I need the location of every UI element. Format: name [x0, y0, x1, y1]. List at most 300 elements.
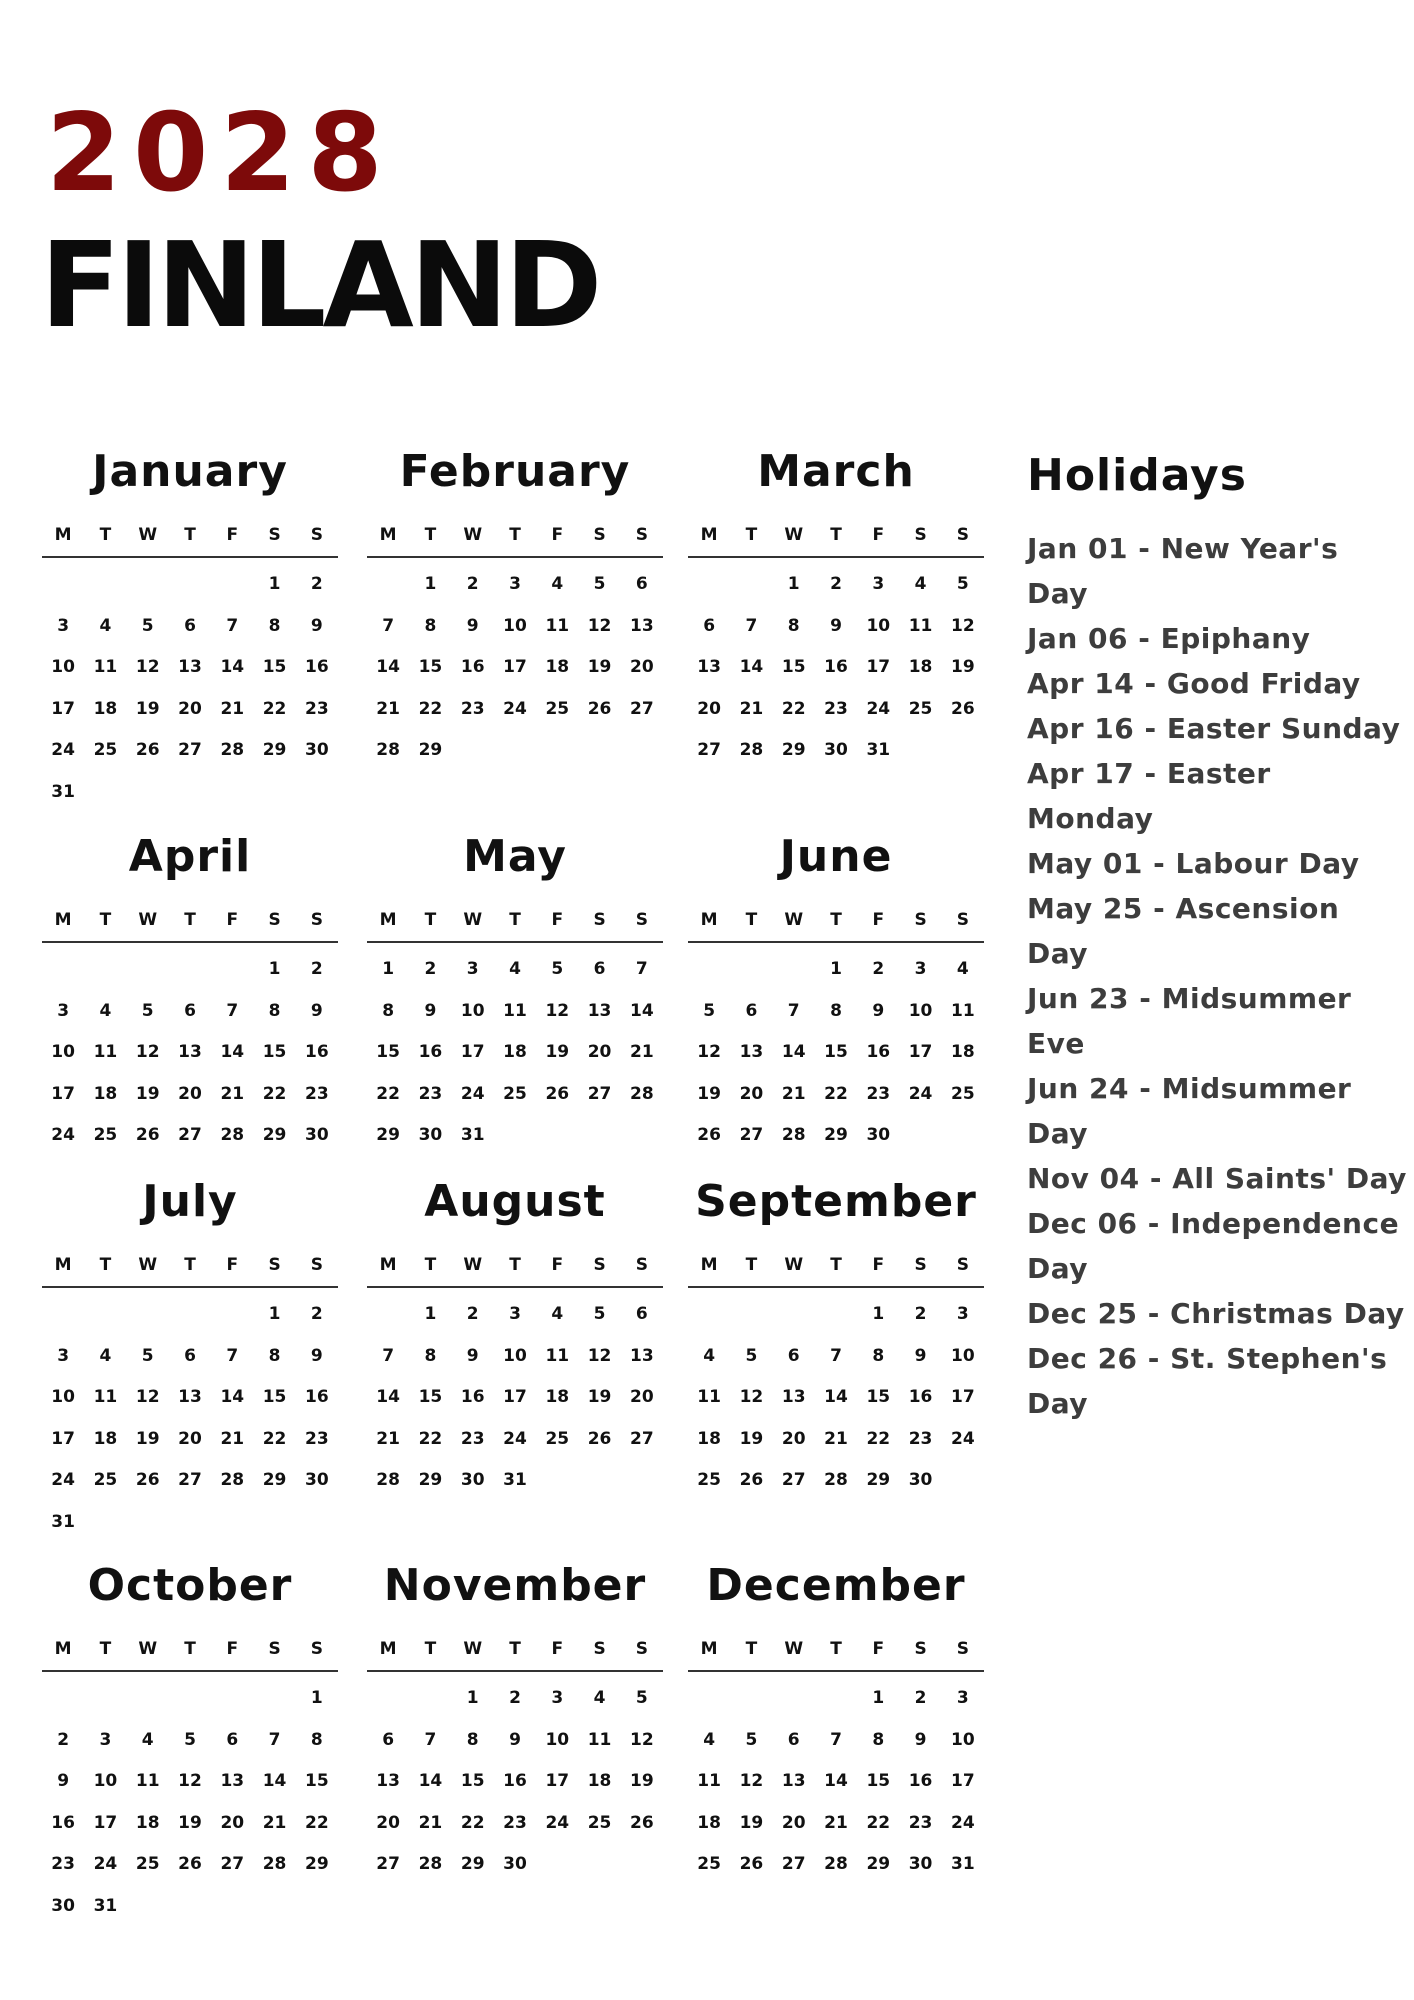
day-cell: 16	[866, 1042, 891, 1062]
day-cell: 29	[262, 1470, 287, 1490]
weekday-label: S	[310, 525, 323, 545]
day-cell: 13	[178, 1387, 202, 1407]
day-cell: 23	[305, 1428, 329, 1449]
day-cell: 19	[135, 1083, 160, 1104]
day-cell: 14	[376, 657, 400, 677]
day-cell: 12	[739, 1387, 764, 1407]
day-cell: 10	[503, 1345, 527, 1366]
month-name: May	[463, 831, 567, 882]
day-cell: 30	[418, 1125, 443, 1145]
day-cell: 17	[460, 1042, 485, 1062]
weekday-label: F	[226, 525, 239, 545]
weekday-label: W	[138, 525, 158, 545]
day-cell: 3	[509, 1304, 521, 1324]
weekday-label: F	[226, 1255, 239, 1275]
day-cell: 21	[824, 1428, 848, 1449]
weekday-label: W	[784, 910, 804, 930]
weekday-label: M	[379, 910, 397, 930]
weekday-label: W	[138, 1639, 158, 1659]
day-cell: 31	[460, 1125, 485, 1145]
day-cell: 30	[305, 740, 329, 760]
day-cell: 26	[545, 1083, 570, 1104]
day-cell: 18	[545, 1387, 570, 1407]
weekday-label: T	[424, 910, 437, 930]
day-cell: 18	[503, 1042, 527, 1062]
day-cell: 12	[739, 1771, 764, 1791]
weekday-label: S	[268, 910, 281, 930]
weekday-label: T	[184, 1639, 196, 1659]
day-cell: 2	[57, 1729, 70, 1750]
day-cell: 8	[424, 615, 437, 636]
holiday-item: Nov 04 - All Saints' Day	[1027, 1162, 1407, 1195]
weekday-header	[367, 905, 663, 943]
day-cell: 4	[551, 1304, 564, 1324]
day-cell: 16	[305, 1387, 329, 1407]
day-cell: 25	[951, 1083, 975, 1104]
day-cell: 26	[697, 1125, 721, 1145]
day-cell: 14	[739, 657, 764, 677]
month-march	[688, 444, 984, 824]
weekday-label: W	[784, 525, 804, 545]
weekday-header	[688, 905, 984, 943]
weekday-label: T	[99, 910, 112, 930]
weekday-label: S	[635, 1255, 648, 1275]
day-cell: 21	[418, 1812, 443, 1833]
day-cell: 24	[93, 1854, 118, 1874]
holiday-list	[1027, 526, 1407, 1426]
day-cell: 14	[376, 1387, 400, 1407]
day-cell: 28	[262, 1854, 287, 1874]
day-cell: 27	[178, 1470, 202, 1490]
day-cell: 27	[697, 740, 721, 760]
day-cell: 15	[376, 1042, 400, 1062]
holiday-item: May 25 - Ascension Day	[1027, 892, 1340, 970]
day-cell: 22	[305, 1812, 329, 1833]
day-cell: 27	[220, 1854, 245, 1874]
day-cell: 13	[697, 657, 721, 677]
holiday-item: Apr 14 - Good Friday	[1027, 667, 1361, 700]
day-cell: 5	[593, 574, 606, 594]
weekday-label: F	[872, 910, 885, 930]
day-cell: 20	[178, 1083, 202, 1104]
weekday-label: M	[54, 1639, 72, 1659]
day-grid	[367, 564, 663, 772]
day-cell: 1	[268, 1304, 281, 1324]
weekday-label: W	[784, 1639, 804, 1659]
day-cell: 26	[630, 1812, 654, 1833]
calendar-year: 2028	[46, 91, 395, 216]
weekday-label: T	[184, 1255, 196, 1275]
month-april	[42, 829, 338, 1209]
day-cell: 27	[781, 1470, 806, 1490]
day-cell: 3	[466, 959, 479, 979]
day-cell: 30	[305, 1470, 329, 1490]
weekday-label: W	[463, 1255, 483, 1275]
day-cell: 26	[951, 698, 975, 719]
day-cell: 22	[866, 1812, 891, 1833]
month-may	[367, 829, 663, 1209]
day-grid	[688, 564, 984, 772]
day-cell: 28	[781, 1125, 806, 1145]
day-cell: 20	[630, 657, 654, 677]
day-cell: 15	[305, 1771, 329, 1791]
day-cell: 13	[630, 615, 654, 636]
day-cell: 29	[376, 1125, 400, 1145]
day-cell: 16	[51, 1812, 75, 1833]
day-cell: 1	[872, 1688, 885, 1708]
day-cell: 22	[824, 1083, 848, 1104]
empty-cell	[688, 949, 730, 991]
day-cell: 18	[697, 1428, 721, 1449]
day-cell: 6	[703, 615, 716, 636]
holiday-item: Dec 25 - Christmas Day	[1027, 1297, 1405, 1330]
day-cell: 27	[781, 1854, 806, 1874]
weekday-label: F	[872, 525, 885, 545]
empty-cell	[688, 564, 730, 606]
day-cell: 2	[310, 959, 323, 979]
empty-cell	[127, 949, 169, 991]
day-cell: 21	[262, 1812, 287, 1833]
weekday-label: T	[745, 1639, 758, 1659]
day-cell: 15	[824, 1042, 848, 1062]
day-cell: 19	[739, 1812, 764, 1833]
day-cell: 16	[908, 1387, 933, 1407]
day-cell: 17	[908, 1042, 933, 1062]
empty-cell	[127, 564, 169, 606]
day-cell: 15	[460, 1771, 485, 1791]
empty-cell	[730, 1678, 772, 1720]
day-cell: 31	[51, 1511, 75, 1532]
day-cell: 28	[220, 1125, 245, 1145]
day-cell: 19	[739, 1428, 764, 1449]
day-cell: 11	[93, 1387, 118, 1407]
holiday-item: Dec 06 - Independence Day	[1027, 1207, 1400, 1285]
weekday-label: T	[99, 525, 112, 545]
day-cell: 1	[382, 959, 395, 979]
day-cell: 24	[51, 1470, 75, 1490]
day-grid	[688, 1294, 984, 1502]
day-cell: 2	[310, 574, 323, 594]
day-cell: 15	[418, 657, 443, 677]
weekday-label: W	[784, 1255, 804, 1275]
weekday-header	[688, 520, 984, 558]
day-cell: 3	[509, 574, 521, 594]
day-cell: 17	[51, 698, 75, 719]
day-cell: 29	[781, 740, 806, 760]
day-cell: 15	[262, 657, 287, 677]
day-cell: 6	[382, 1729, 395, 1750]
month-name: September	[695, 1176, 977, 1227]
day-cell: 13	[630, 1345, 654, 1366]
day-cell: 15	[262, 1387, 287, 1407]
day-cell: 18	[545, 657, 570, 677]
day-cell: 23	[460, 1428, 485, 1449]
day-cell: 26	[587, 698, 612, 719]
holiday-item: Jan 06 - Epiphany	[1027, 622, 1311, 655]
weekday-label: T	[830, 910, 842, 930]
weekday-label: M	[700, 1255, 718, 1275]
day-cell: 6	[787, 1729, 800, 1750]
empty-cell	[730, 564, 772, 606]
day-cell: 12	[135, 657, 160, 677]
day-cell: 18	[908, 657, 933, 677]
day-cell: 31	[51, 781, 75, 802]
weekday-label: W	[138, 1255, 158, 1275]
day-cell: 15	[781, 657, 806, 677]
weekday-label: F	[226, 910, 239, 930]
day-cell: 22	[418, 698, 443, 719]
weekday-label: S	[268, 1255, 281, 1275]
day-cell: 20	[178, 1428, 202, 1449]
day-cell: 24	[908, 1083, 933, 1104]
day-cell: 14	[220, 1387, 245, 1407]
weekday-label: T	[509, 910, 521, 930]
day-cell: 10	[908, 1000, 933, 1021]
day-cell: 7	[830, 1345, 842, 1366]
empty-cell	[169, 564, 211, 606]
weekday-label: S	[268, 525, 281, 545]
day-cell: 13	[781, 1387, 806, 1407]
month-february	[367, 444, 663, 824]
day-cell: 17	[951, 1387, 975, 1407]
empty-cell	[211, 564, 253, 606]
day-cell: 10	[545, 1729, 570, 1750]
month-january	[42, 444, 338, 824]
weekday-label: T	[830, 525, 842, 545]
empty-cell	[169, 1678, 211, 1720]
day-cell: 3	[57, 1000, 70, 1021]
day-cell: 23	[866, 1083, 891, 1104]
day-cell: 28	[220, 1470, 245, 1490]
day-cell: 19	[135, 698, 160, 719]
empty-cell	[730, 1294, 772, 1336]
empty-cell	[84, 1294, 126, 1336]
day-cell: 3	[956, 1304, 969, 1324]
month-name: April	[128, 831, 252, 882]
day-cell: 10	[51, 1042, 75, 1062]
day-cell: 12	[587, 615, 612, 636]
day-cell: 28	[376, 740, 400, 760]
weekday-label: T	[509, 1255, 521, 1275]
day-cell: 11	[93, 657, 118, 677]
day-cell: 3	[914, 959, 927, 979]
empty-cell	[253, 1678, 295, 1720]
day-cell: 7	[268, 1729, 281, 1750]
day-cell: 6	[635, 574, 648, 594]
day-cell: 1	[466, 1688, 479, 1708]
month-name: October	[87, 1560, 293, 1611]
holiday-item: Dec 26 - St. Stephen's Day	[1027, 1342, 1388, 1420]
day-cell: 5	[745, 1345, 758, 1366]
day-cell: 29	[460, 1854, 485, 1874]
month-name: December	[706, 1560, 966, 1611]
day-cell: 8	[268, 615, 281, 636]
day-cell: 14	[824, 1387, 848, 1407]
day-cell: 10	[951, 1729, 975, 1750]
day-cell: 25	[697, 1470, 721, 1490]
day-cell: 4	[99, 1000, 112, 1021]
day-cell: 9	[872, 1000, 885, 1021]
day-cell: 3	[872, 574, 885, 594]
day-cell: 18	[93, 698, 118, 719]
day-cell: 11	[545, 615, 570, 636]
day-cell: 26	[739, 1470, 764, 1490]
day-cell: 1	[268, 959, 281, 979]
day-cell: 8	[787, 615, 800, 636]
day-cell: 19	[587, 657, 612, 677]
day-cell: 4	[703, 1729, 716, 1750]
weekday-label: F	[551, 1255, 564, 1275]
day-cell: 28	[220, 740, 245, 760]
day-cell: 20	[781, 1812, 806, 1833]
day-cell: 26	[135, 1125, 160, 1145]
day-cell: 24	[51, 740, 75, 760]
weekday-label: S	[956, 525, 969, 545]
day-cell: 5	[141, 1000, 154, 1021]
day-cell: 2	[509, 1688, 521, 1708]
weekday-label: W	[463, 1639, 483, 1659]
weekday-label: F	[872, 1255, 885, 1275]
day-cell: 17	[545, 1771, 570, 1791]
day-cell: 22	[781, 698, 806, 719]
day-cell: 8	[830, 1000, 842, 1021]
empty-cell	[367, 1678, 409, 1720]
weekday-label: T	[99, 1639, 112, 1659]
empty-cell	[367, 1294, 409, 1336]
day-cell: 29	[866, 1854, 891, 1874]
weekday-label: S	[593, 525, 606, 545]
day-cell: 23	[460, 698, 485, 719]
day-cell: 19	[587, 1387, 612, 1407]
day-cell: 22	[418, 1428, 443, 1449]
weekday-label: T	[184, 910, 196, 930]
day-cell: 5	[141, 1345, 154, 1366]
day-cell: 25	[503, 1083, 527, 1104]
day-cell: 12	[135, 1042, 160, 1062]
day-cell: 11	[545, 1345, 570, 1366]
day-cell: 9	[466, 615, 479, 636]
day-cell: 14	[824, 1771, 848, 1791]
empty-cell	[211, 1678, 253, 1720]
day-cell: 24	[51, 1125, 75, 1145]
day-cell: 27	[178, 1125, 202, 1145]
month-name: March	[757, 446, 915, 497]
day-cell: 17	[866, 657, 891, 677]
day-cell: 29	[418, 1470, 443, 1490]
day-cell: 2	[914, 1688, 927, 1708]
empty-cell	[815, 1678, 857, 1720]
day-cell: 10	[951, 1345, 975, 1366]
empty-cell	[42, 564, 84, 606]
weekday-label: F	[551, 910, 564, 930]
day-cell: 6	[184, 615, 196, 636]
day-cell: 19	[630, 1771, 654, 1791]
empty-cell	[84, 1678, 126, 1720]
day-cell: 2	[466, 574, 479, 594]
day-cell: 5	[745, 1729, 758, 1750]
weekday-label: S	[310, 910, 323, 930]
day-cell: 1	[310, 1688, 323, 1708]
weekday-label: W	[138, 910, 158, 930]
day-cell: 23	[305, 1083, 329, 1104]
weekday-label: S	[914, 525, 927, 545]
day-cell: 30	[824, 740, 848, 760]
day-cell: 19	[545, 1042, 570, 1062]
day-cell: 11	[503, 1000, 527, 1021]
weekday-label: T	[830, 1639, 842, 1659]
day-cell: 14	[220, 1042, 245, 1062]
day-cell: 29	[305, 1854, 329, 1874]
day-cell: 5	[703, 1000, 716, 1021]
day-cell: 20	[739, 1083, 764, 1104]
day-cell: 11	[697, 1387, 721, 1407]
day-cell: 29	[262, 740, 287, 760]
day-cell: 13	[178, 657, 202, 677]
day-cell: 20	[178, 698, 202, 719]
day-cell: 12	[951, 615, 975, 636]
day-cell: 11	[135, 1771, 160, 1791]
day-cell: 8	[268, 1000, 281, 1021]
day-cell: 20	[781, 1428, 806, 1449]
day-cell: 26	[739, 1854, 764, 1874]
day-cell: 12	[178, 1771, 202, 1791]
day-cell: 16	[824, 657, 848, 677]
day-cell: 9	[914, 1345, 927, 1366]
day-cell: 25	[93, 740, 118, 760]
day-cell: 15	[418, 1387, 443, 1407]
empty-cell	[169, 1294, 211, 1336]
holidays-title: Holidays	[1027, 450, 1247, 501]
empty-cell	[169, 949, 211, 991]
day-cell: 18	[587, 1771, 612, 1791]
day-cell: 13	[587, 1000, 612, 1021]
empty-cell	[211, 949, 253, 991]
day-cell: 20	[587, 1042, 612, 1062]
empty-cell	[773, 1294, 815, 1336]
weekday-label: M	[379, 1639, 397, 1659]
day-cell: 14	[262, 1771, 287, 1791]
day-cell: 30	[908, 1854, 933, 1874]
day-cell: 12	[545, 1000, 570, 1021]
day-cell: 16	[418, 1042, 443, 1062]
empty-cell	[127, 1678, 169, 1720]
empty-cell	[367, 564, 409, 606]
day-cell: 15	[866, 1387, 891, 1407]
day-cell: 18	[93, 1428, 118, 1449]
day-cell: 7	[226, 1000, 239, 1021]
holiday-item: May 01 - Labour Day	[1027, 847, 1360, 880]
weekday-label: T	[745, 910, 758, 930]
weekday-label: T	[509, 525, 521, 545]
day-cell: 4	[141, 1729, 154, 1750]
month-october	[42, 1558, 338, 1938]
weekday-label: S	[593, 1255, 606, 1275]
day-cell: 18	[697, 1812, 721, 1833]
day-cell: 28	[376, 1470, 400, 1490]
holiday-item: Apr 16 - Easter Sunday	[1027, 712, 1401, 745]
day-cell: 8	[268, 1345, 281, 1366]
day-cell: 1	[424, 1304, 437, 1324]
day-cell: 9	[830, 615, 842, 636]
day-grid	[367, 949, 663, 1157]
day-cell: 14	[630, 1000, 654, 1021]
day-cell: 10	[51, 1387, 75, 1407]
empty-cell	[815, 1294, 857, 1336]
day-cell: 16	[305, 657, 329, 677]
month-june	[688, 829, 984, 1209]
day-cell: 22	[460, 1812, 485, 1833]
day-cell: 2	[830, 574, 842, 594]
